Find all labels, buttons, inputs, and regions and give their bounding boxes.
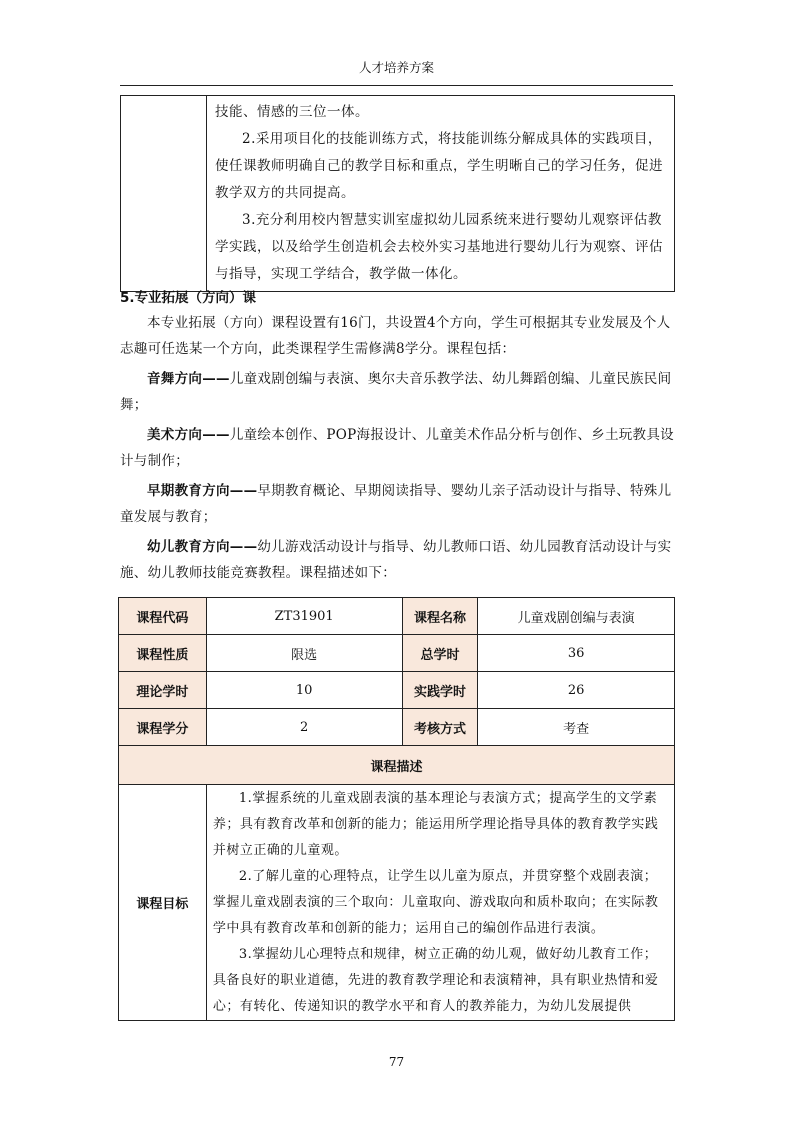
- credits-value: 2: [206, 709, 402, 746]
- continued-table-text-cell: [207, 96, 675, 292]
- direction-content: 早期教育概论、早期阅读指导、婴幼儿亲子活动设计与指导、特殊儿童发展与教育；: [120, 483, 672, 525]
- section-intro: 本专业拓展（方向）课程设置有16门，共设置4个方向，学生可根据其专业发展及个人志趣可任选某一个方向，此类课程学生需修满8学分。课程包括：: [120, 315, 671, 357]
- direction-content: 儿童绘本创作、POP海报设计、儿童美术作品分析与创作、乡土玩教具设计与制作；: [120, 427, 674, 469]
- direction-name: 音舞方向——: [147, 371, 230, 387]
- course-table: [118, 597, 675, 1021]
- objective-content: [206, 785, 674, 1021]
- direction-content: 儿童戏剧创编与表演、奥尔夫音乐教学法、幼儿舞蹈创编、儿童民族民间舞；: [120, 371, 672, 413]
- header-rule: [120, 85, 673, 86]
- section-title: 5.专业拓展（方向）课: [120, 290, 257, 306]
- continued-table-label-cell: [121, 96, 207, 292]
- course-name-value: 儿童戏剧创编与表演: [478, 598, 675, 635]
- assessment-label: 考核方式: [402, 709, 478, 746]
- assessment-value: 考查: [478, 709, 675, 746]
- objective-label: 课程目标: [119, 785, 207, 1021]
- theory-hours-label: 理论学时: [119, 672, 207, 709]
- credits-label: 课程学分: [119, 709, 207, 746]
- continued-line: 技能、情感的三位一体。: [215, 104, 369, 120]
- page-header: 人才培养方案: [358, 60, 434, 75]
- direction-name: 美术方向——: [147, 427, 230, 443]
- direction-music: [120, 366, 675, 418]
- course-type-label: 课程性质: [119, 635, 207, 672]
- practice-hours-label: 实践学时: [402, 672, 478, 709]
- direction-early-education: [120, 478, 675, 530]
- direction-name: 早期教育方向——: [147, 483, 258, 499]
- course-code-value: ZT31901: [206, 598, 402, 635]
- course-name-label: 课程名称: [402, 598, 478, 635]
- table-row: [119, 672, 675, 709]
- table-row: [119, 598, 675, 635]
- table-row: [119, 746, 675, 785]
- continued-table: [120, 95, 675, 292]
- objective-item: 1.掌握系统的儿童戏剧表演的基本理论与表演方式；提高学生的文学素养；具有教育改革和创新的能力；能运用所学理论指导具体的教育教学实践并树立正确的儿童观。: [212, 791, 659, 858]
- objective-item: 3.掌握幼儿心理特点和规律，树立正确的幼儿观，做好幼儿教育工作；具备良好的职业道德，先进的教育教学理论和表演精神，具有职业热情和爱心；有转化、传递知识的教学水平和育人的教养能力，为幼儿发展提供: [212, 947, 659, 1014]
- table-row: [119, 635, 675, 672]
- objective-item: 2.了解儿童的心理特点，让学生以儿童为原点，并贯穿整个戏剧表演；掌握儿童戏剧表演的三个取向：儿童取向、游戏取向和质朴取向；在实际教学中具有教育改革和创新的能力；运用自己的编创作品进行表演。: [212, 869, 659, 936]
- teaching-method-2: 2.采用项目化的技能训练方式，将技能训练分解成具体的实践项目，使任课教师明确自己的教学目标和重点，学生明晰自己的学习任务，促进教学双方的共同提高。: [215, 131, 663, 201]
- teaching-method-3: 3.充分利用校内智慧实训室虚拟幼儿园系统来进行婴幼儿观察评估教学实践，以及给学生创造机会去校外实习基地进行婴幼儿行为观察、评估与指导，实现工学结合，教学做一体化。: [215, 212, 663, 282]
- direction-content: 幼儿游戏活动设计与指导、幼儿教师口语、幼儿园教育活动设计与实施、幼儿教师技能竞赛教程。课程描述如下：: [120, 539, 672, 581]
- theory-hours-value: 10: [206, 672, 402, 709]
- table-row: [119, 785, 675, 1021]
- course-code-label: 课程代码: [119, 598, 207, 635]
- total-hours-value: 36: [478, 635, 675, 672]
- page-number: 77: [388, 1055, 405, 1069]
- direction-preschool-education: [120, 534, 675, 586]
- total-hours-label: 总学时: [402, 635, 478, 672]
- direction-art: [120, 422, 675, 474]
- course-type-value: 限选: [206, 635, 402, 672]
- course-description-header: 课程描述: [119, 746, 675, 785]
- section-body: [120, 310, 675, 586]
- practice-hours-value: 26: [478, 672, 675, 709]
- direction-name: 幼儿教育方向——: [147, 539, 258, 555]
- table-row: [119, 709, 675, 746]
